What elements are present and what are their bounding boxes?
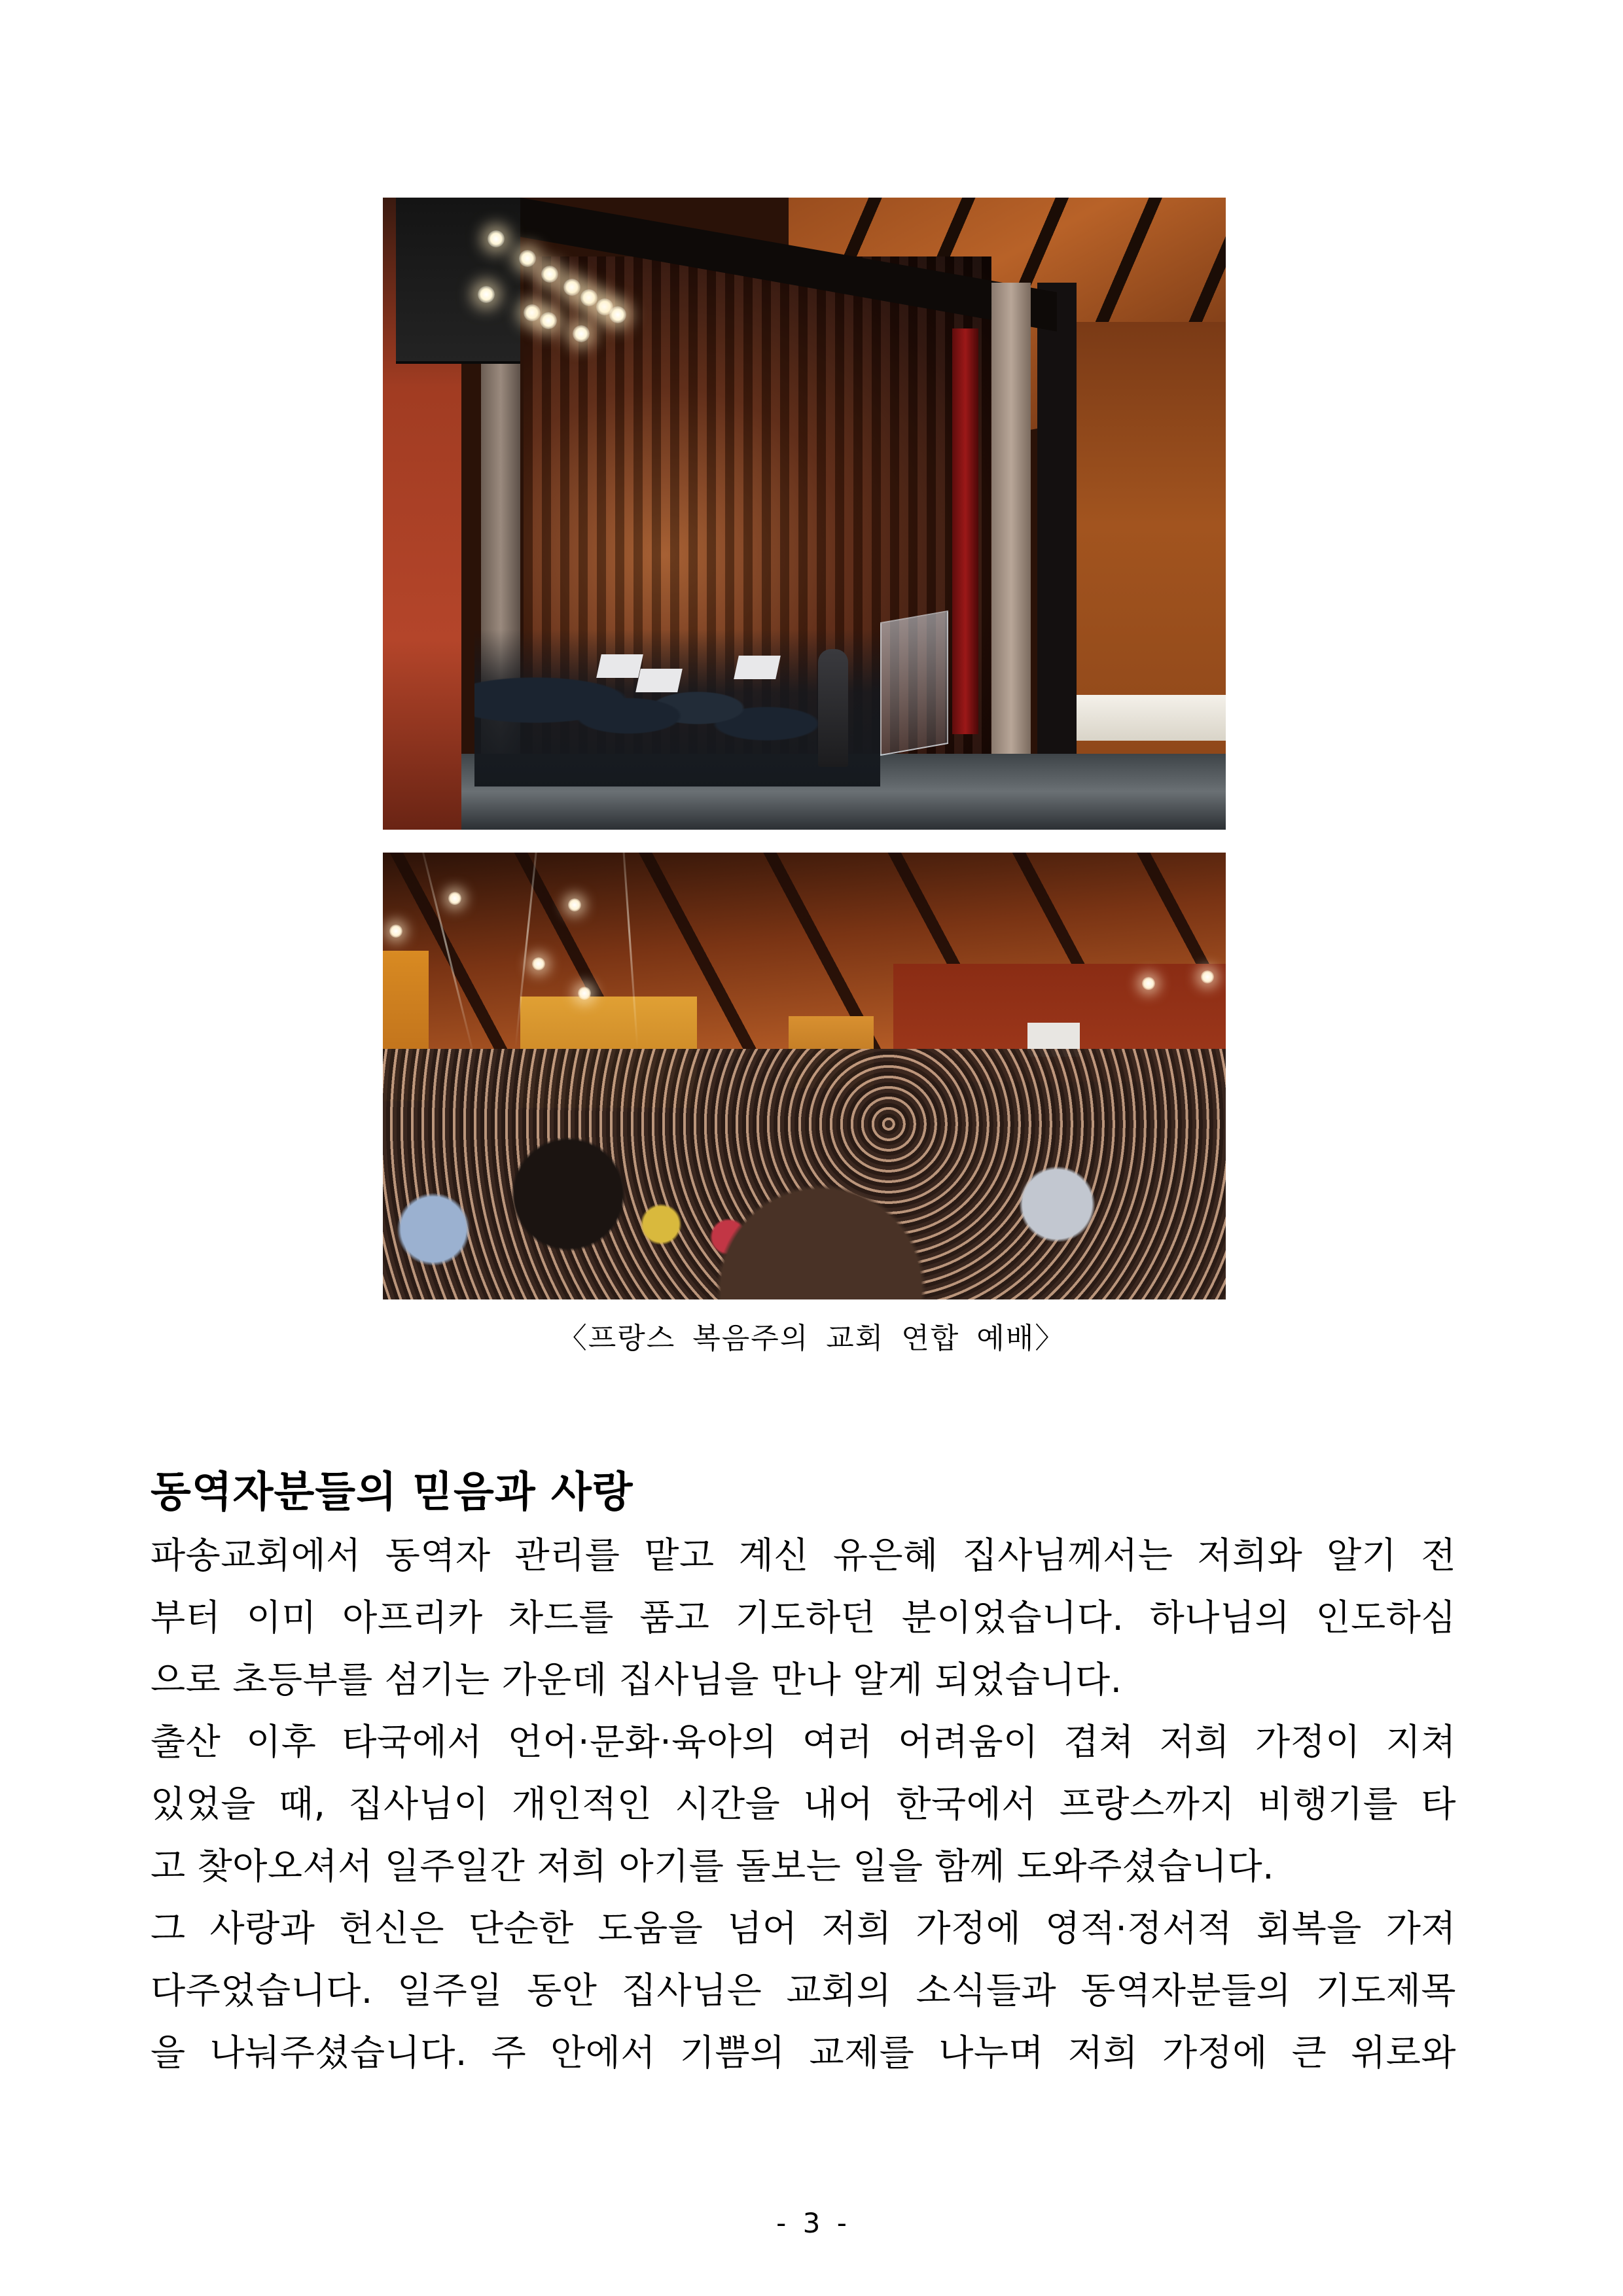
text-line: 출산 이후 타국에서 언어·문화·육아의 여러 어려움이 겹쳐 저희 가정이 지쳐 <box>151 1721 1456 1763</box>
spotlight-icon <box>563 279 580 296</box>
spotlight-icon <box>609 306 626 323</box>
ceiling-light-icon <box>532 957 545 970</box>
text-line: 을 나눠주셨습니다. 주 안에서 기쁨의 교제를 나누며 저희 가정에 큰 위로와 <box>151 2032 1456 2074</box>
photo-table <box>1077 695 1226 741</box>
photo-caption: 〈프랑스 복음주의 교회 연합 예배〉 <box>558 1322 1065 1355</box>
page-number: - 3 - <box>776 2207 847 2239</box>
photo-right-speaker <box>1037 283 1077 830</box>
music-stand-icon <box>635 669 683 692</box>
spotlight-icon <box>580 289 597 306</box>
ceiling-light-icon <box>1201 970 1214 983</box>
text-line: 파송교회에서 동역자 관리를 맡고 계신 유은혜 집사님께서는 저희와 알기 전 <box>151 1534 1456 1576</box>
spotlight-icon <box>573 325 590 342</box>
photo-speaker <box>396 198 520 364</box>
ceiling-light-icon <box>578 987 591 1000</box>
photo-red-curtain <box>952 328 978 734</box>
music-stand-icon <box>596 654 643 678</box>
spotlight-icon <box>478 286 495 303</box>
audience-photo <box>383 853 1226 1299</box>
body-paragraph <box>151 1525 1456 2084</box>
photo-conductor <box>818 649 848 767</box>
spotlight-icon <box>488 230 505 247</box>
text-line: 부터 이미 아프리카 차드를 품고 기도하던 분이었습니다. 하나님의 인도하심 <box>151 1597 1456 1638</box>
text-line: 으로 초등부를 섬기는 가운데 집사님을 만나 알게 되었습니다. <box>151 1659 1122 1701</box>
text-line: 고 찾아오셔서 일주일간 저희 아기를 돌보는 일을 함께 도와주셨습니다. <box>151 1845 1275 1887</box>
spotlight-icon <box>524 304 541 321</box>
ceiling-light-icon <box>568 898 581 911</box>
photo-stage-pillar-right <box>991 283 1031 830</box>
photo-crowd <box>383 1049 1226 1299</box>
ceiling-light-icon <box>1142 977 1155 990</box>
ceiling-light-icon <box>448 892 461 905</box>
spotlight-icon <box>519 250 536 267</box>
text-line: 있었을 때, 집사님이 개인적인 시간을 내어 한국에서 프랑스까지 비행기를 타 <box>151 1783 1456 1825</box>
ceiling-light-icon <box>389 925 402 938</box>
text-line: 다주었습니다. 일주일 동안 집사님은 교회의 소식들과 동역자분들의 기도제목 <box>151 1969 1456 2011</box>
music-stand-icon <box>734 656 781 679</box>
spotlight-icon <box>541 266 558 283</box>
stage-photo <box>383 198 1226 830</box>
text-line: 그 사랑과 헌신은 단순한 도움을 넘어 저희 가정에 영적·정서적 회복을 가져 <box>151 1907 1456 1949</box>
section-heading: 동역자분들의 믿음과 사랑 <box>151 1468 633 1517</box>
photo-podium <box>880 610 948 756</box>
spotlight-icon <box>540 312 557 329</box>
